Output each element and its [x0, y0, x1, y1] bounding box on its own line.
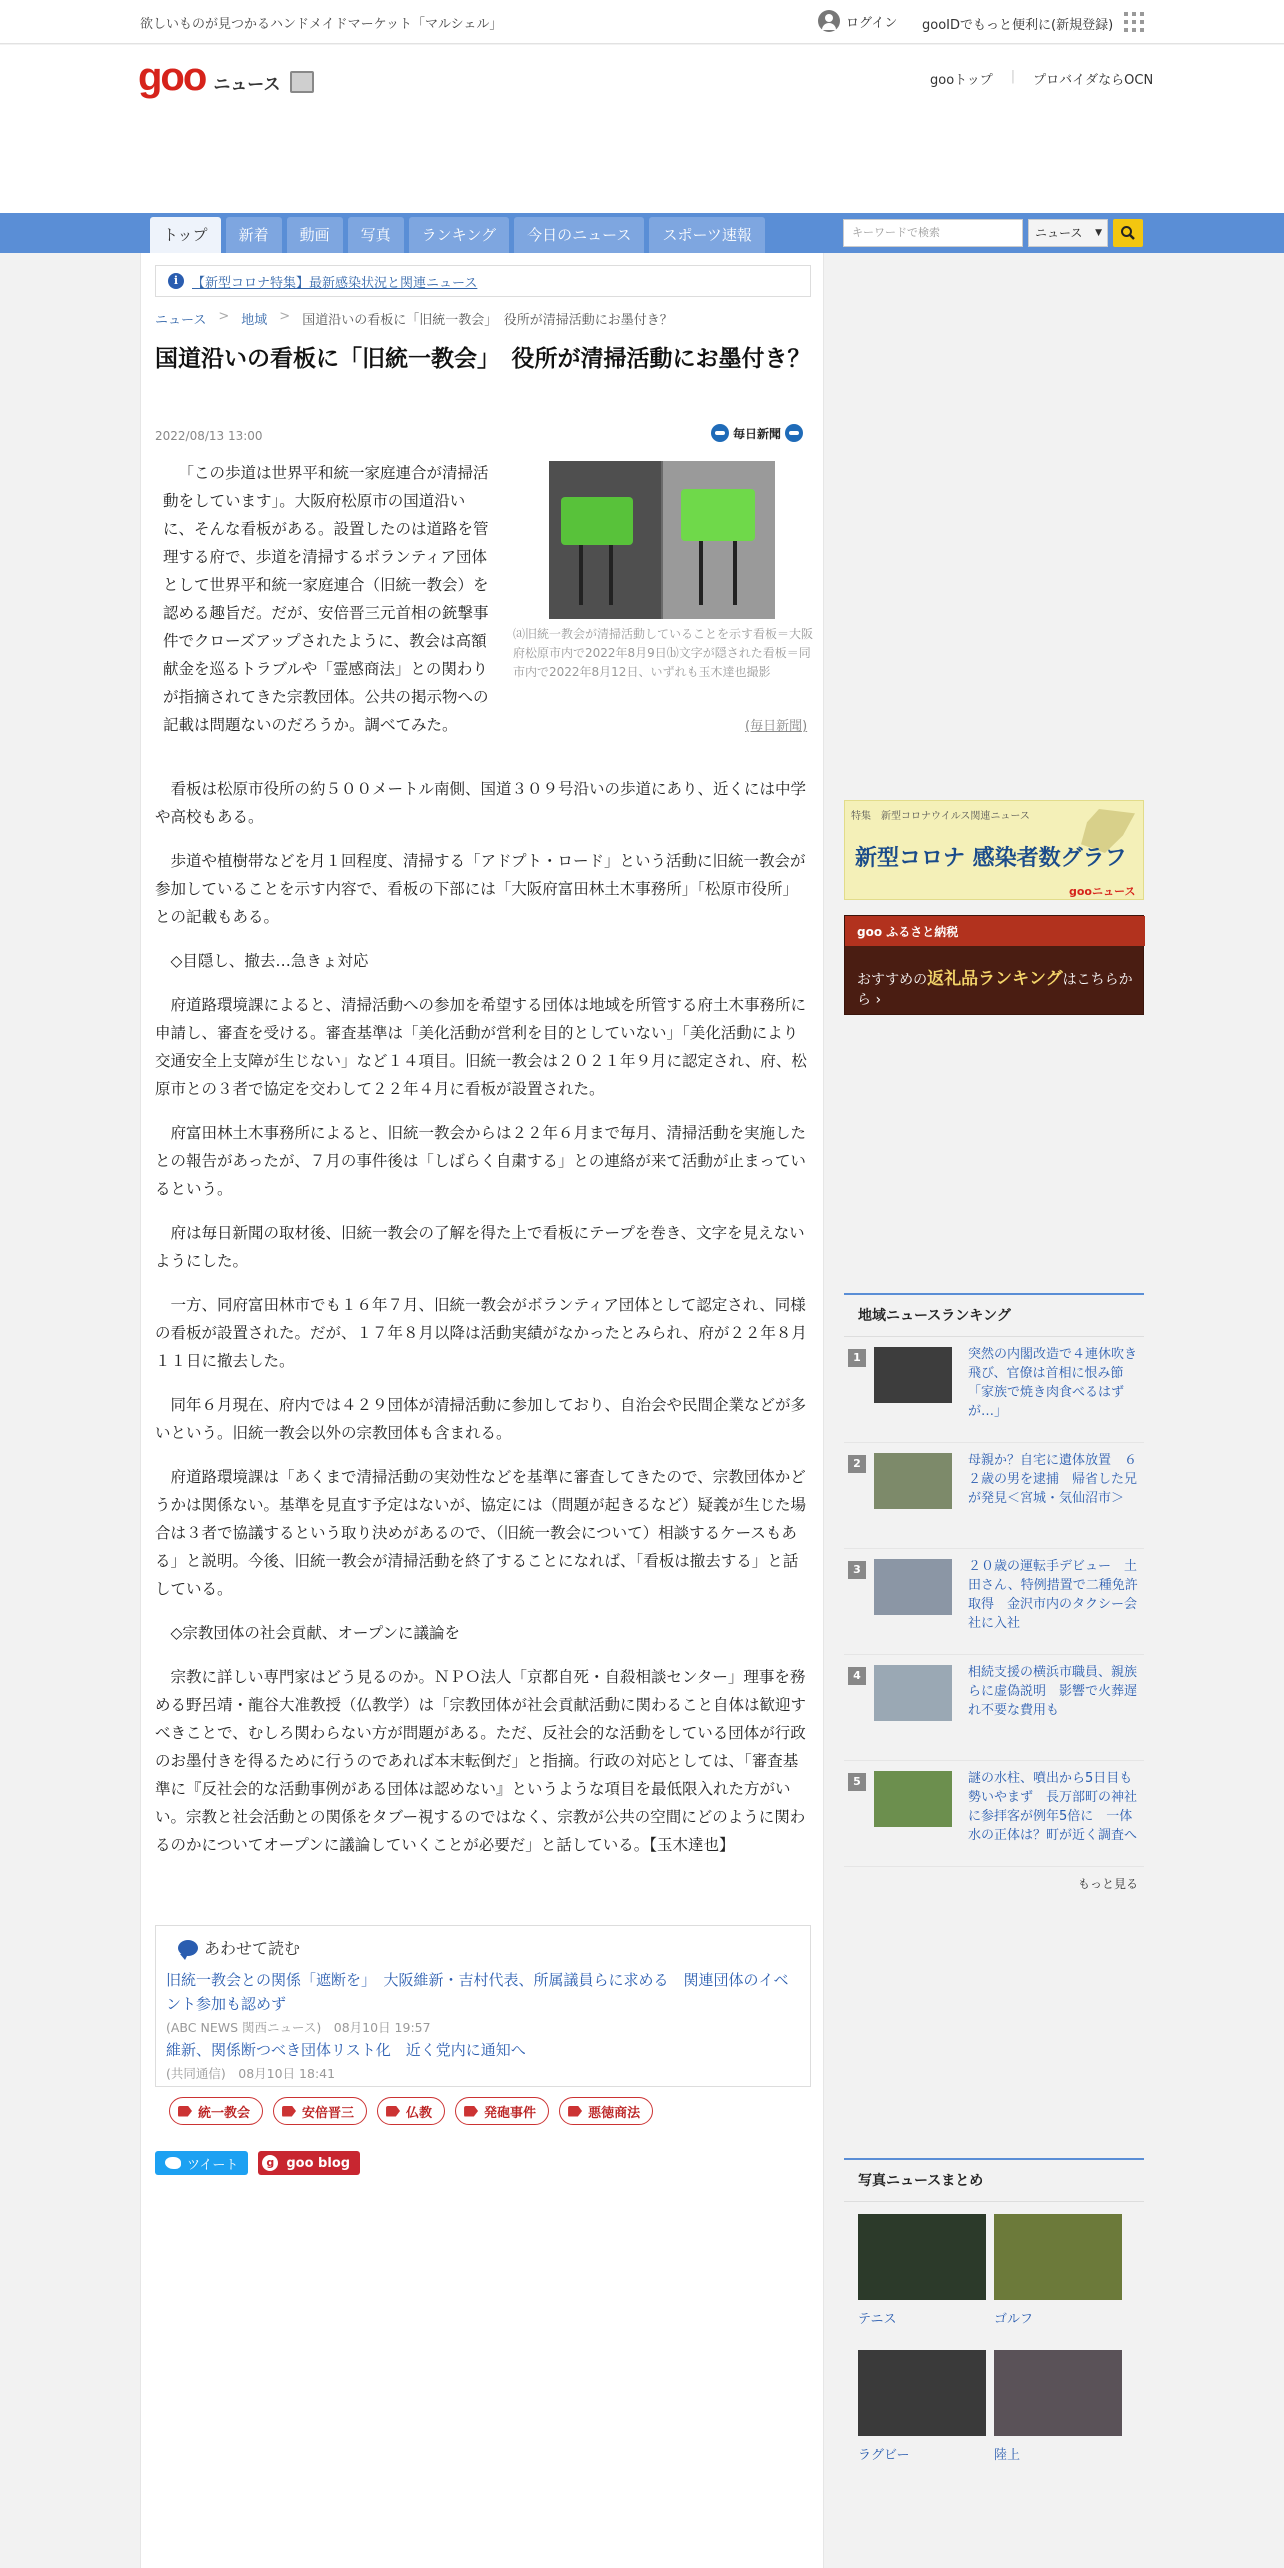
banner-brand: gooニュース	[1069, 885, 1136, 898]
article-paragraph: 府は毎日新聞の取材後、旧統一教会の了解を得た上で看板にテープを巻き、文字を見えないようにした。	[155, 1224, 805, 1270]
ranking-thumbnail	[874, 1347, 952, 1403]
article-paragraph: 府道路環境課によると、清掃活動への参加を希望する団体は地域を所管する府土木事務所に申請し、審査を受ける。審査基準は「美化活動が営利を目的としていない」「美化活動により交通安全上支障が生じない」など１４項目。旧統一教会は２０２１年９月に認定され、府、松原市との３者で協定を交わして２２年４月に看板が設置された。	[155, 996, 807, 1098]
goo-blog-label: goo blog	[286, 2155, 351, 2171]
tab-video[interactable]: 動画	[287, 217, 343, 253]
goo-news-logo[interactable]	[138, 55, 314, 100]
alert-link[interactable]: 【新型コロナ特集】最新感染状況と関連ニュース	[192, 275, 478, 291]
tag-icon	[568, 2106, 582, 2117]
photo-item[interactable]	[858, 2214, 986, 2327]
globe-icon	[785, 424, 803, 442]
top-bar	[0, 0, 1284, 44]
article-column	[140, 253, 824, 2568]
rank-number: 4	[848, 1667, 866, 1685]
banner-headline	[857, 964, 1143, 1009]
goo-top-link[interactable]: gooトップ	[930, 73, 993, 88]
tag-icon	[386, 2106, 400, 2117]
tag-icon	[282, 2106, 296, 2117]
register-link[interactable]: gooIDでもっと便利に(新規登録)	[922, 18, 1114, 33]
tag-icon	[178, 2106, 192, 2117]
article-paragraph: 一方、同府富田林市でも１６年７月、旧統一教会がボランティア団体として認定され、同様の看板が設置された。だが、１７年８月以降は活動実績がなかったとみられ、府が２２年８月１１日に撤去した。	[155, 1296, 807, 1370]
tweet-label: ツイート	[187, 2157, 239, 2173]
photo-thumbnail	[994, 2350, 1122, 2436]
ranking-thumbnail	[874, 1665, 952, 1721]
breadcrumb-news[interactable]: ニュース	[155, 313, 207, 328]
banner-kicker: goo ふるさと納税	[857, 925, 959, 939]
tag[interactable]	[169, 2097, 263, 2125]
goo-blog-button[interactable]	[258, 2151, 360, 2175]
photo-thumbnail	[858, 2214, 986, 2300]
article-paragraph: 同年６月現在、府内では４２９団体が清掃活動に参加しており、自治会や民間企業などが多いという。旧統一教会以外の宗教団体も含まれる。	[155, 1396, 807, 1442]
tab-photo[interactable]: 写真	[348, 217, 404, 253]
search-button[interactable]	[1113, 219, 1143, 247]
ranking-item[interactable]	[844, 1337, 1144, 1443]
tab-ranking[interactable]: ランキング	[409, 217, 510, 253]
photo-label: ラグビー	[858, 2448, 910, 2463]
tweet-button[interactable]	[155, 2151, 248, 2175]
tag-label: 仏教	[406, 2105, 433, 2121]
tab-top[interactable]: トップ	[150, 217, 221, 253]
search-icon	[1120, 225, 1136, 241]
photo-label: ゴルフ	[994, 2312, 1034, 2327]
tag-label: 悪徳商法	[588, 2105, 641, 2121]
speech-bubble-icon	[178, 1940, 198, 1956]
related-item	[166, 1968, 802, 2036]
related-link[interactable]: 維新、関係断つべき団体リスト化 近く党内に通知へ	[166, 2041, 526, 2059]
related-articles	[155, 1925, 811, 2087]
user-icon	[818, 10, 840, 32]
photo-item[interactable]	[994, 2350, 1122, 2463]
login-label: ログイン	[846, 15, 898, 31]
rank-number: 3	[848, 1561, 866, 1579]
source-logo-text: 毎日新聞	[733, 426, 782, 441]
article-subheading: ◇目隠し、撤去…急きょ対応	[170, 952, 369, 970]
tab-new[interactable]: 新着	[226, 217, 282, 253]
banner-kicker: 特集 新型コロナウイルス関連ニュース	[851, 811, 1030, 822]
article-title: 国道沿いの看板に「旧統一教会」 役所が清掃活動にお墨付き？	[155, 346, 811, 372]
ranking-link[interactable]: 相続支援の横浜市職員、親族らに虚偽説明 影響で火葬遅れ不要な費用も	[968, 1665, 1138, 1718]
breadcrumb-current: 国道沿いの看板に「旧統一教会」 役所が清掃活動にお墨付き？	[302, 313, 673, 328]
divider: |	[1010, 69, 1016, 84]
ranking-link[interactable]: 突然の内閣改造で４連休吹き飛び、官僚は首相に恨み節 「家族で焼き肉食べるはずが…」	[968, 1347, 1138, 1419]
tag[interactable]	[377, 2097, 445, 2125]
tag[interactable]	[273, 2097, 367, 2125]
search-input[interactable]: キーワードで検索	[843, 219, 1023, 247]
more-link[interactable]: もっと見る	[1077, 1877, 1138, 1891]
photo-item[interactable]	[994, 2214, 1122, 2327]
section-name: ニュース	[213, 75, 281, 95]
regional-ranking	[844, 1293, 1144, 1905]
tab-sports[interactable]: スポーツ速報	[649, 217, 764, 253]
covid-alert[interactable]	[155, 265, 811, 297]
ranking-title: 地域ニュースランキング	[844, 1293, 1144, 1337]
related-link[interactable]: 旧統一教会との関係「遮断を」 大阪維新・吉村代表、所属議員らに求める 関連団体のイベント参加も認めず	[166, 1971, 789, 2013]
tag-label: 統一教会	[198, 2105, 251, 2121]
article-paragraph: 府道路環境課は「あくまで清掃活動の実効性などを基準に審査してきたので、宗教団体かどうかは関係ない。基準を見直す予定はないが、協定には（問題が起きるなど）疑義が生じた場合は３者で協議するという取り決めがあるので、（旧統一教会について）相談するケースもある」と説明。今後、旧統一教会が清掃活動を終了することになれば、「看板は撤去する」と話している。	[155, 1468, 807, 1598]
banner-text: おすすめの	[857, 972, 928, 988]
rank-number: 1	[848, 1349, 866, 1367]
tag-label: 発砲事件	[484, 2105, 537, 2121]
related-heading-label: あわせて読む	[204, 1939, 301, 1958]
breadcrumb-sep: >	[279, 309, 291, 324]
rank-number: 5	[848, 1773, 866, 1791]
banner-headline: 新型コロナ 感染者数グラフ	[855, 846, 1127, 871]
article-body	[155, 775, 811, 1875]
newspaper-icon	[290, 71, 314, 93]
globe-icon	[711, 424, 729, 442]
search-scope-select[interactable]	[1028, 219, 1108, 247]
related-heading	[178, 1936, 300, 1959]
share-buttons	[155, 2151, 360, 2175]
tag-icon	[464, 2106, 478, 2117]
photos-title: 写真ニュースまとめ	[844, 2158, 1144, 2202]
related-item	[166, 2038, 802, 2082]
article-paragraph: 府富田林土木事務所によると、旧統一教会からは２２年６月まで毎月、清掃活動を実施したとの報告があったが、７月の事件後は「しばらく自粛する」との連絡が来て活動が止まっているという。	[155, 1124, 807, 1198]
ranking-item[interactable]	[844, 1761, 1144, 1867]
apps-grid-icon[interactable]	[1124, 12, 1144, 32]
related-meta: (ABC NEWS 関西ニュース) 08月10日 19:57	[166, 2020, 431, 2035]
ranking-item[interactable]	[844, 1655, 1144, 1761]
article-photo[interactable]	[549, 461, 775, 619]
photo-caption: ⒜旧統一教会が清掃活動していることを示す看板＝大阪府松原市内で2022年8月9日⒝文字が隠された看板＝同市内で2022年8月12日、いずれも玉木達也撮影	[513, 627, 814, 679]
tag-list	[169, 2097, 653, 2125]
related-meta: (共同通信) 08月10日 18:41	[166, 2066, 336, 2081]
article-paragraph: 歩道や植樹帯などを月１回程度、清掃する「アドプト・ロード」という活動に旧統一教会が参加していることを示す内容で、看板の下部には「大阪府富田林土木事務所」「松原市役所」との記載もある。	[155, 852, 806, 926]
covid-graph-banner[interactable]	[844, 800, 1144, 900]
furusato-banner[interactable]	[844, 915, 1144, 1015]
site-header	[0, 45, 1284, 213]
ranking-link[interactable]: 謎の水柱、噴出から5日目も勢いやまず 長万部町の神社に参拝客が例年5倍に 一体水の正体は？町が近く調査へ	[968, 1771, 1138, 1843]
ranking-item[interactable]	[844, 1549, 1144, 1655]
main-nav	[0, 213, 1284, 253]
article-date: 2022/08/13 13:00	[155, 429, 263, 443]
search-scope-value: ニュース	[1035, 226, 1083, 240]
tag[interactable]	[455, 2097, 549, 2125]
login-link[interactable]	[818, 10, 897, 32]
goo-blog-icon: g	[262, 2155, 278, 2171]
ocn-link[interactable]: プロバイダならOCN	[1033, 73, 1154, 88]
tab-today[interactable]: 今日のニュース	[514, 217, 644, 253]
photo-news-summary	[844, 2158, 1144, 2482]
banner-text-bold: 返礼品ランキング	[927, 969, 1063, 989]
photo-label: テニス	[858, 2312, 897, 2327]
rank-number: 2	[848, 1455, 866, 1473]
photo-thumbnail	[994, 2214, 1122, 2300]
ranking-item[interactable]	[844, 1443, 1144, 1549]
banner-text: はこちらから ›	[857, 972, 1133, 1008]
header-links	[930, 69, 1153, 88]
article-subheading: ◇宗教団体の社会貢献、オープンに議論を	[170, 1624, 461, 1642]
photo-thumbnail	[858, 2350, 986, 2436]
mainichi-logo[interactable]	[711, 424, 803, 442]
ranking-link[interactable]: 母親か？自宅に遺体放置 ６２歳の男を逮捕 帰省した兄が発見＜宮城・気仙沼市＞	[968, 1453, 1138, 1506]
breadcrumb	[155, 309, 673, 328]
breadcrumb-sep: >	[218, 309, 230, 324]
tag-label: 安倍晋三	[302, 2105, 355, 2121]
photo-item[interactable]	[858, 2350, 986, 2463]
info-icon: i	[168, 273, 184, 289]
twitter-bird-icon	[165, 2157, 181, 2169]
photo-label: 陸上	[994, 2448, 1021, 2463]
article-paragraph: 看板は松原市役所の約５００メートル南側、国道３０９号沿いの歩道にあり、近くには中学や高校もある。	[155, 780, 807, 826]
ranking-thumbnail	[874, 1771, 952, 1827]
article-paragraph: 宗教に詳しい専門家はどう見るのか。ＮＰＯ法人「京都自死・自殺相談センター」理事を務める野呂靖・龍谷大准教授（仏教学）は「宗教団体が社会貢献活動に関わること自体は歓迎すべきことで、むしろ関わらない方が問題がある。ただ、反社会的な活動をしている団体が行政のお墨付きを得るために行うのであれば本末転倒だ」と指摘。行政の対応としては、「審査基準に『反社会的な活動事例がある団体は認めない』というような項目を最低限入れた方がいい。宗教と社会活動との関係をタブー視するのではなく、宗教が公共の空間にどのように関わるのかについてオープンに議論していくことが必要だ」と話している。【玉木達也】	[155, 1668, 807, 1854]
breadcrumb-region[interactable]: 地域	[241, 313, 268, 328]
article-lead: 「この歩道は世界平和統一家庭連合が清掃活動をしています」。大阪府松原市の国道沿いに、そんな看板がある。設置したのは道路を管理する府で、歩道を清掃するボランティア団体として世界平和統一家庭連合（旧統一教会）を認める趣旨だ。だが、安倍晋三元首相の銃撃事件でクローズアップされたように、教会は高額献金を巡るトラブルや「霊感商法」との関わりが指摘されてきた宗教団体。公共の掲示物への記載は問題ないのだろうか。調べてみた。	[163, 464, 489, 734]
ranking-thumbnail	[874, 1559, 952, 1615]
source-link[interactable]: (毎日新聞)	[745, 719, 808, 734]
goo-logo-text: goo	[138, 55, 206, 99]
ranking-link[interactable]: ２０歳の運転手デビュー 土田さん、特例措置で二種免許取得 金沢市内のタクシー会社に入社	[968, 1559, 1138, 1631]
ranking-thumbnail	[874, 1453, 952, 1509]
promo-link[interactable]: 欲しいものが見つかるハンドメイドマーケット「マルシェル」	[140, 17, 503, 32]
tag[interactable]	[559, 2097, 653, 2125]
